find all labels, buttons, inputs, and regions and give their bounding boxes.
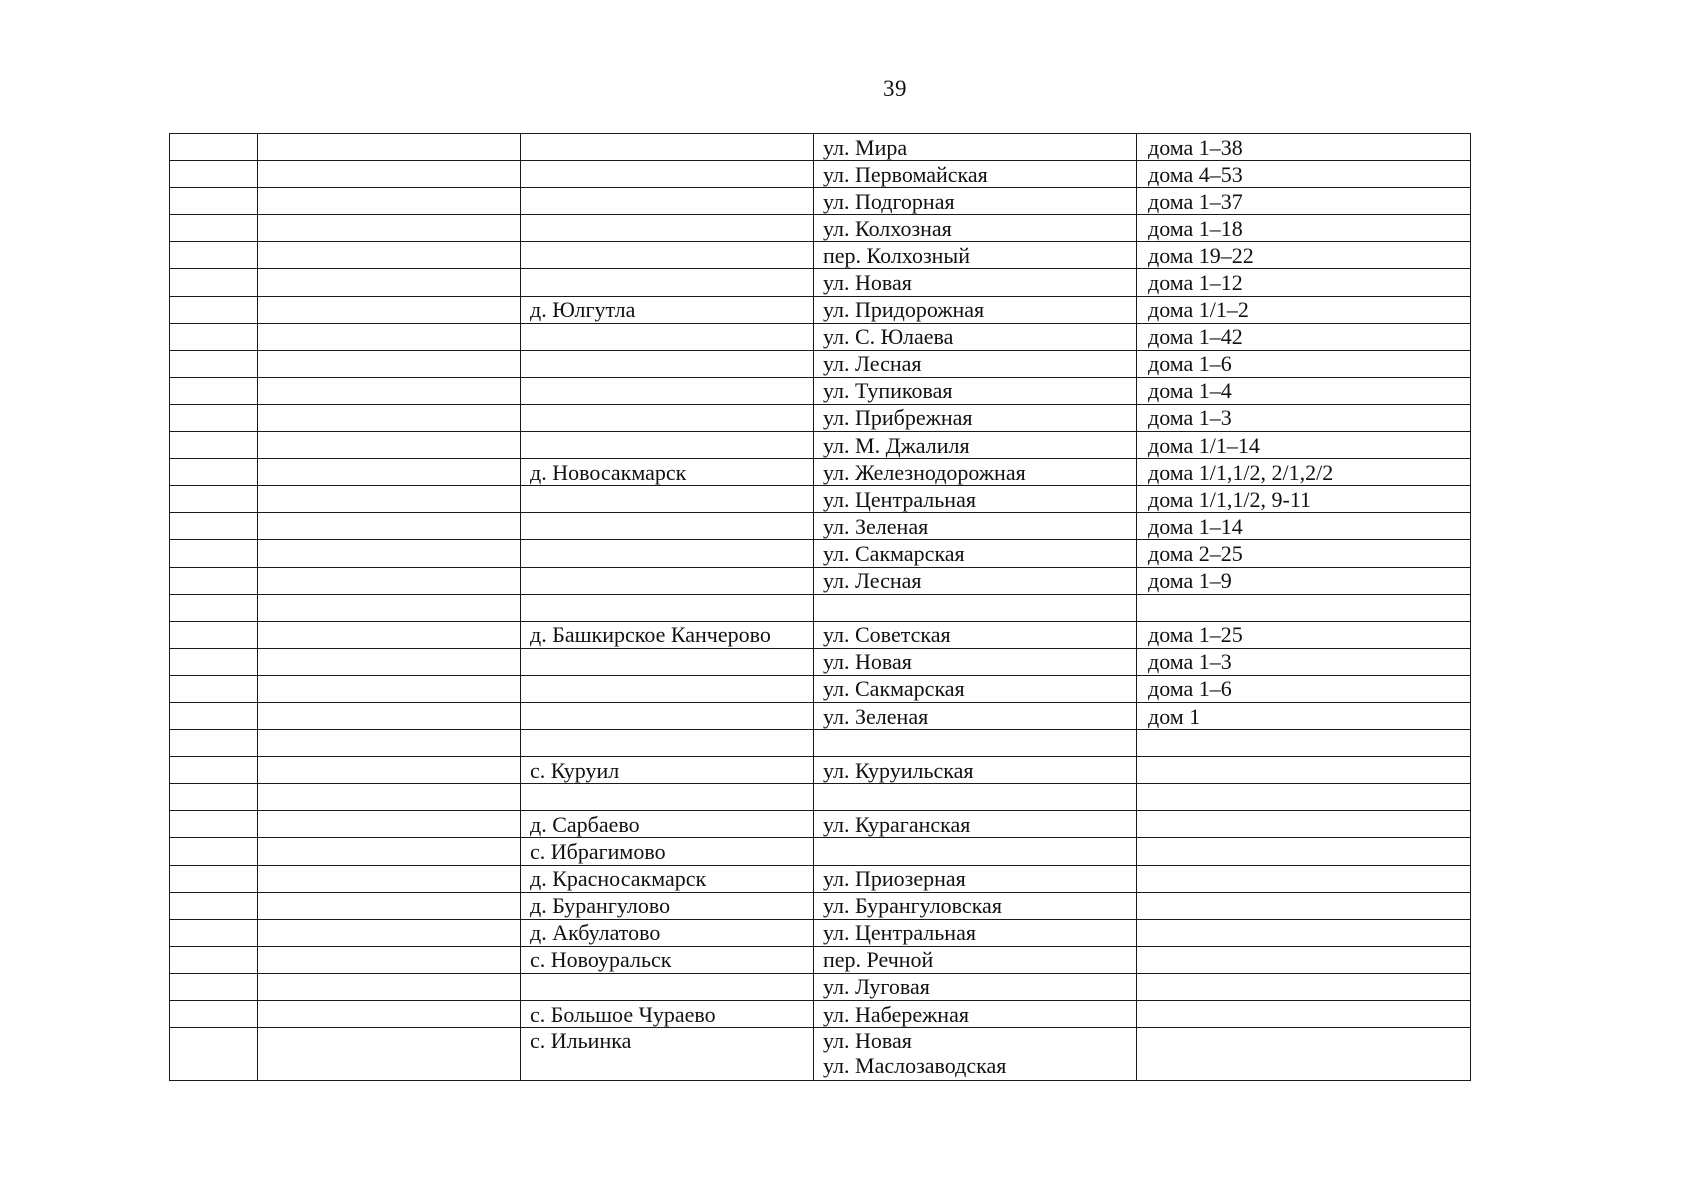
street-cell [814,540,1137,567]
houses-cell: дома 1–9 [1137,567,1471,594]
district-cell [258,540,521,567]
houses-cell: дома 1/1,1/2, 9-11 [1137,486,1471,513]
table-row [170,215,1471,242]
number-cell [170,946,258,973]
settlement-cell: с. Ильинка [521,1028,814,1081]
table-row [170,675,1471,702]
street-cell [814,838,1137,865]
settlement-cell [521,377,814,404]
settlement-cell: с. Большое Чураево [521,1001,814,1028]
houses-cell: дома 1–42 [1137,323,1471,350]
number-cell [170,134,258,161]
settlement-cell [521,540,814,567]
street-cell [814,784,1137,811]
district-cell [258,838,521,865]
street-name: ул. Подгорная [823,188,955,214]
houses-cell [1137,1001,1471,1028]
houses-cell [1137,838,1471,865]
number-cell [170,594,258,621]
settlement-cell [521,648,814,675]
houses-cell: дома 1/1–14 [1137,432,1471,459]
table-row [170,1001,1471,1028]
table-row [170,811,1471,838]
street-name: ул. Зеленая [823,703,929,729]
street-name: ул. Лесная [823,351,922,377]
number-cell [170,404,258,431]
district-cell [258,865,521,892]
district-cell [258,567,521,594]
table-row [170,973,1471,1000]
table-row [170,404,1471,431]
street-cell [814,188,1137,215]
street-cell [814,377,1137,404]
street-name: ул. Железнодорожная [823,459,1026,485]
table-row [170,919,1471,946]
settlement-cell: д. Сарбаево [521,811,814,838]
street-cell [814,675,1137,702]
street-name: ул. Зеленая [823,513,929,539]
houses-cell: дома 1–12 [1137,269,1471,296]
table-row [170,350,1471,377]
table-row [170,459,1471,486]
number-cell [170,838,258,865]
number-cell [170,567,258,594]
houses-cell [1137,919,1471,946]
street-cell [814,215,1137,242]
houses-cell: дома 1–6 [1137,675,1471,702]
district-cell [258,648,521,675]
street-cell [814,919,1137,946]
street-cell [814,973,1137,1000]
table-row [170,621,1471,648]
settlement-cell [521,567,814,594]
houses-cell [1137,730,1471,757]
district-cell [258,188,521,215]
number-cell [170,296,258,323]
settlement-cell: д. Новосакмарск [521,459,814,486]
table-row [170,594,1471,621]
district-cell [258,161,521,188]
district-cell [258,486,521,513]
settlement-cell [521,188,814,215]
street-name: пер. Колхозный [823,242,970,268]
houses-cell [1137,594,1471,621]
street-name: ул. Центральная [823,486,976,512]
houses-cell: дома 1–6 [1137,350,1471,377]
street-cell [814,946,1137,973]
district-cell [258,784,521,811]
table-row [170,269,1471,296]
table-row [170,377,1471,404]
district-cell [258,730,521,757]
street-name: ул. Набережная [823,1001,969,1027]
settlement-cell: с. Ибрагимово [521,838,814,865]
street-name: ул. Кураганская [823,811,971,837]
district-cell [258,323,521,350]
houses-cell: дома 1–25 [1137,621,1471,648]
settlement-cell: д. Башкирское Канчерово [521,621,814,648]
houses-cell [1137,784,1471,811]
houses-cell: дома 1–4 [1137,377,1471,404]
houses-cell: дома 19–22 [1137,242,1471,269]
settlement-cell [521,432,814,459]
settlement-cell [521,486,814,513]
district-cell [258,432,521,459]
number-cell [170,459,258,486]
houses-cell: дом 1 [1137,702,1471,729]
street-cell [814,730,1137,757]
number-cell [170,648,258,675]
street-name: ул. Бурангуловская [823,893,1002,919]
houses-cell: дома 1–18 [1137,215,1471,242]
houses-cell: дома 1/1–2 [1137,296,1471,323]
houses-cell: дома 1/1,1/2, 2/1,2/2 [1137,459,1471,486]
settlement-cell [521,730,814,757]
district-cell [258,404,521,431]
street-name: ул. Новая [823,649,912,675]
street-cell [814,865,1137,892]
settlement-cell: д. Красносакмарск [521,865,814,892]
number-cell [170,188,258,215]
settlement-cell [521,134,814,161]
district-cell [258,296,521,323]
settlement-cell [521,973,814,1000]
houses-cell [1137,1028,1471,1081]
number-cell [170,215,258,242]
number-cell [170,432,258,459]
settlement-cell: д. Юлгутла [521,296,814,323]
street-name: ул. Сакмарская [823,676,965,702]
table-row [170,323,1471,350]
settlement-cell [521,161,814,188]
district-cell [258,946,521,973]
street-name: ул. Мира [823,134,908,160]
table-row [170,188,1471,215]
street-cell [814,621,1137,648]
district-cell [258,350,521,377]
settlement-cell [521,404,814,431]
houses-cell [1137,946,1471,973]
number-cell [170,784,258,811]
number-cell [170,377,258,404]
street-cell [814,1001,1137,1028]
houses-cell: дома 1–14 [1137,513,1471,540]
street-cell [814,134,1137,161]
street-cell [814,702,1137,729]
street-cell [814,648,1137,675]
number-cell [170,919,258,946]
street-name: ул. Придорожная [823,297,985,323]
number-cell [170,513,258,540]
table-row [170,865,1471,892]
street-name: ул. Прибрежная [823,405,973,431]
table-row [170,134,1471,161]
table-row [170,702,1471,729]
settlement-cell [521,323,814,350]
number-cell [170,757,258,784]
table-row [170,242,1471,269]
street-name: ул. Луговая [823,974,930,1000]
street-name: ул. Куруильская [823,757,974,783]
table-row [170,1028,1471,1081]
street-name: ул. Маслозаводская [823,1053,1007,1079]
settlement-cell [521,594,814,621]
houses-cell: дома 1–3 [1137,404,1471,431]
table-row [170,892,1471,919]
table-row [170,486,1471,513]
houses-cell: дома 2–25 [1137,540,1471,567]
number-cell [170,269,258,296]
street-name: ул. Советская [823,622,951,648]
table-row [170,540,1471,567]
settlement-cell [521,784,814,811]
district-cell [258,594,521,621]
houses-cell [1137,865,1471,892]
street-cell [814,432,1137,459]
table-row [170,567,1471,594]
street-cell [814,1028,1137,1081]
settlement-cell: с. Новоуральск [521,946,814,973]
table-row [170,432,1471,459]
number-cell [170,1028,258,1081]
number-cell [170,350,258,377]
district-cell [258,1001,521,1028]
street-cell [814,350,1137,377]
street-cell [814,594,1137,621]
street-cell [814,459,1137,486]
settlement-cell [521,215,814,242]
settlement-cell: д. Бурангулово [521,892,814,919]
district-cell [258,513,521,540]
street-cell [814,323,1137,350]
street-cell [814,161,1137,188]
table-row [170,784,1471,811]
number-cell [170,811,258,838]
street-name: ул. Лесная [823,568,922,594]
street-name: ул. Колхозная [823,215,952,241]
street-name: ул. Центральная [823,920,976,946]
table-row [170,757,1471,784]
table-row [170,296,1471,323]
houses-cell: дома 1–38 [1137,134,1471,161]
number-cell [170,486,258,513]
number-cell [170,323,258,350]
street-name: ул. Приозерная [823,866,966,892]
street-name: ул. С. Юлаева [823,324,954,350]
settlement-cell [521,675,814,702]
district-cell [258,621,521,648]
street-cell [814,892,1137,919]
street-name: ул. Первомайская [823,161,988,187]
number-cell [170,730,258,757]
district-cell [258,215,521,242]
settlement-cell [521,242,814,269]
street-cell [814,811,1137,838]
number-cell [170,865,258,892]
houses-cell: дома 1–3 [1137,648,1471,675]
street-name: ул. Сакмарская [823,540,965,566]
settlement-cell: д. Акбулатово [521,919,814,946]
number-cell [170,892,258,919]
number-cell [170,242,258,269]
number-cell [170,675,258,702]
street-name: ул. М. Джалиля [823,432,970,458]
table-row [170,838,1471,865]
district-cell [258,973,521,1000]
street-cell [814,404,1137,431]
settlement-cell [521,269,814,296]
street-name: ул. Новая [823,1028,912,1054]
street-name: ул. Новая [823,270,912,296]
street-name: ул. Тупиковая [823,378,953,404]
district-cell [258,892,521,919]
district-cell [258,242,521,269]
number-cell [170,702,258,729]
table-row [170,161,1471,188]
street-cell [814,296,1137,323]
district-cell [258,269,521,296]
houses-cell [1137,811,1471,838]
settlement-cell [521,350,814,377]
district-cell [258,459,521,486]
number-cell [170,540,258,567]
houses-cell [1137,892,1471,919]
number-cell [170,621,258,648]
houses-cell: дома 1–37 [1137,188,1471,215]
settlement-cell [521,513,814,540]
street-cell [814,242,1137,269]
district-cell [258,702,521,729]
street-name: пер. Речной [823,947,934,973]
number-cell [170,161,258,188]
district-cell [258,811,521,838]
street-cell [814,513,1137,540]
address-table-body [170,134,1471,1081]
table-row [170,513,1471,540]
number-cell [170,973,258,1000]
table-row [170,946,1471,973]
table-row [170,648,1471,675]
street-cell [814,269,1137,296]
street-cell [814,486,1137,513]
houses-cell: дома 4–53 [1137,161,1471,188]
district-cell [258,134,521,161]
settlement-cell [521,702,814,729]
houses-cell [1137,757,1471,784]
address-table [169,133,1471,1081]
settlement-cell: с. Куруил [521,757,814,784]
houses-cell [1137,973,1471,1000]
page-number: 39 [883,76,907,101]
district-cell [258,675,521,702]
district-cell [258,1028,521,1081]
district-cell [258,919,521,946]
street-cell [814,567,1137,594]
street-cell [814,757,1137,784]
district-cell [258,757,521,784]
table-row [170,730,1471,757]
district-cell [258,377,521,404]
number-cell [170,1001,258,1028]
